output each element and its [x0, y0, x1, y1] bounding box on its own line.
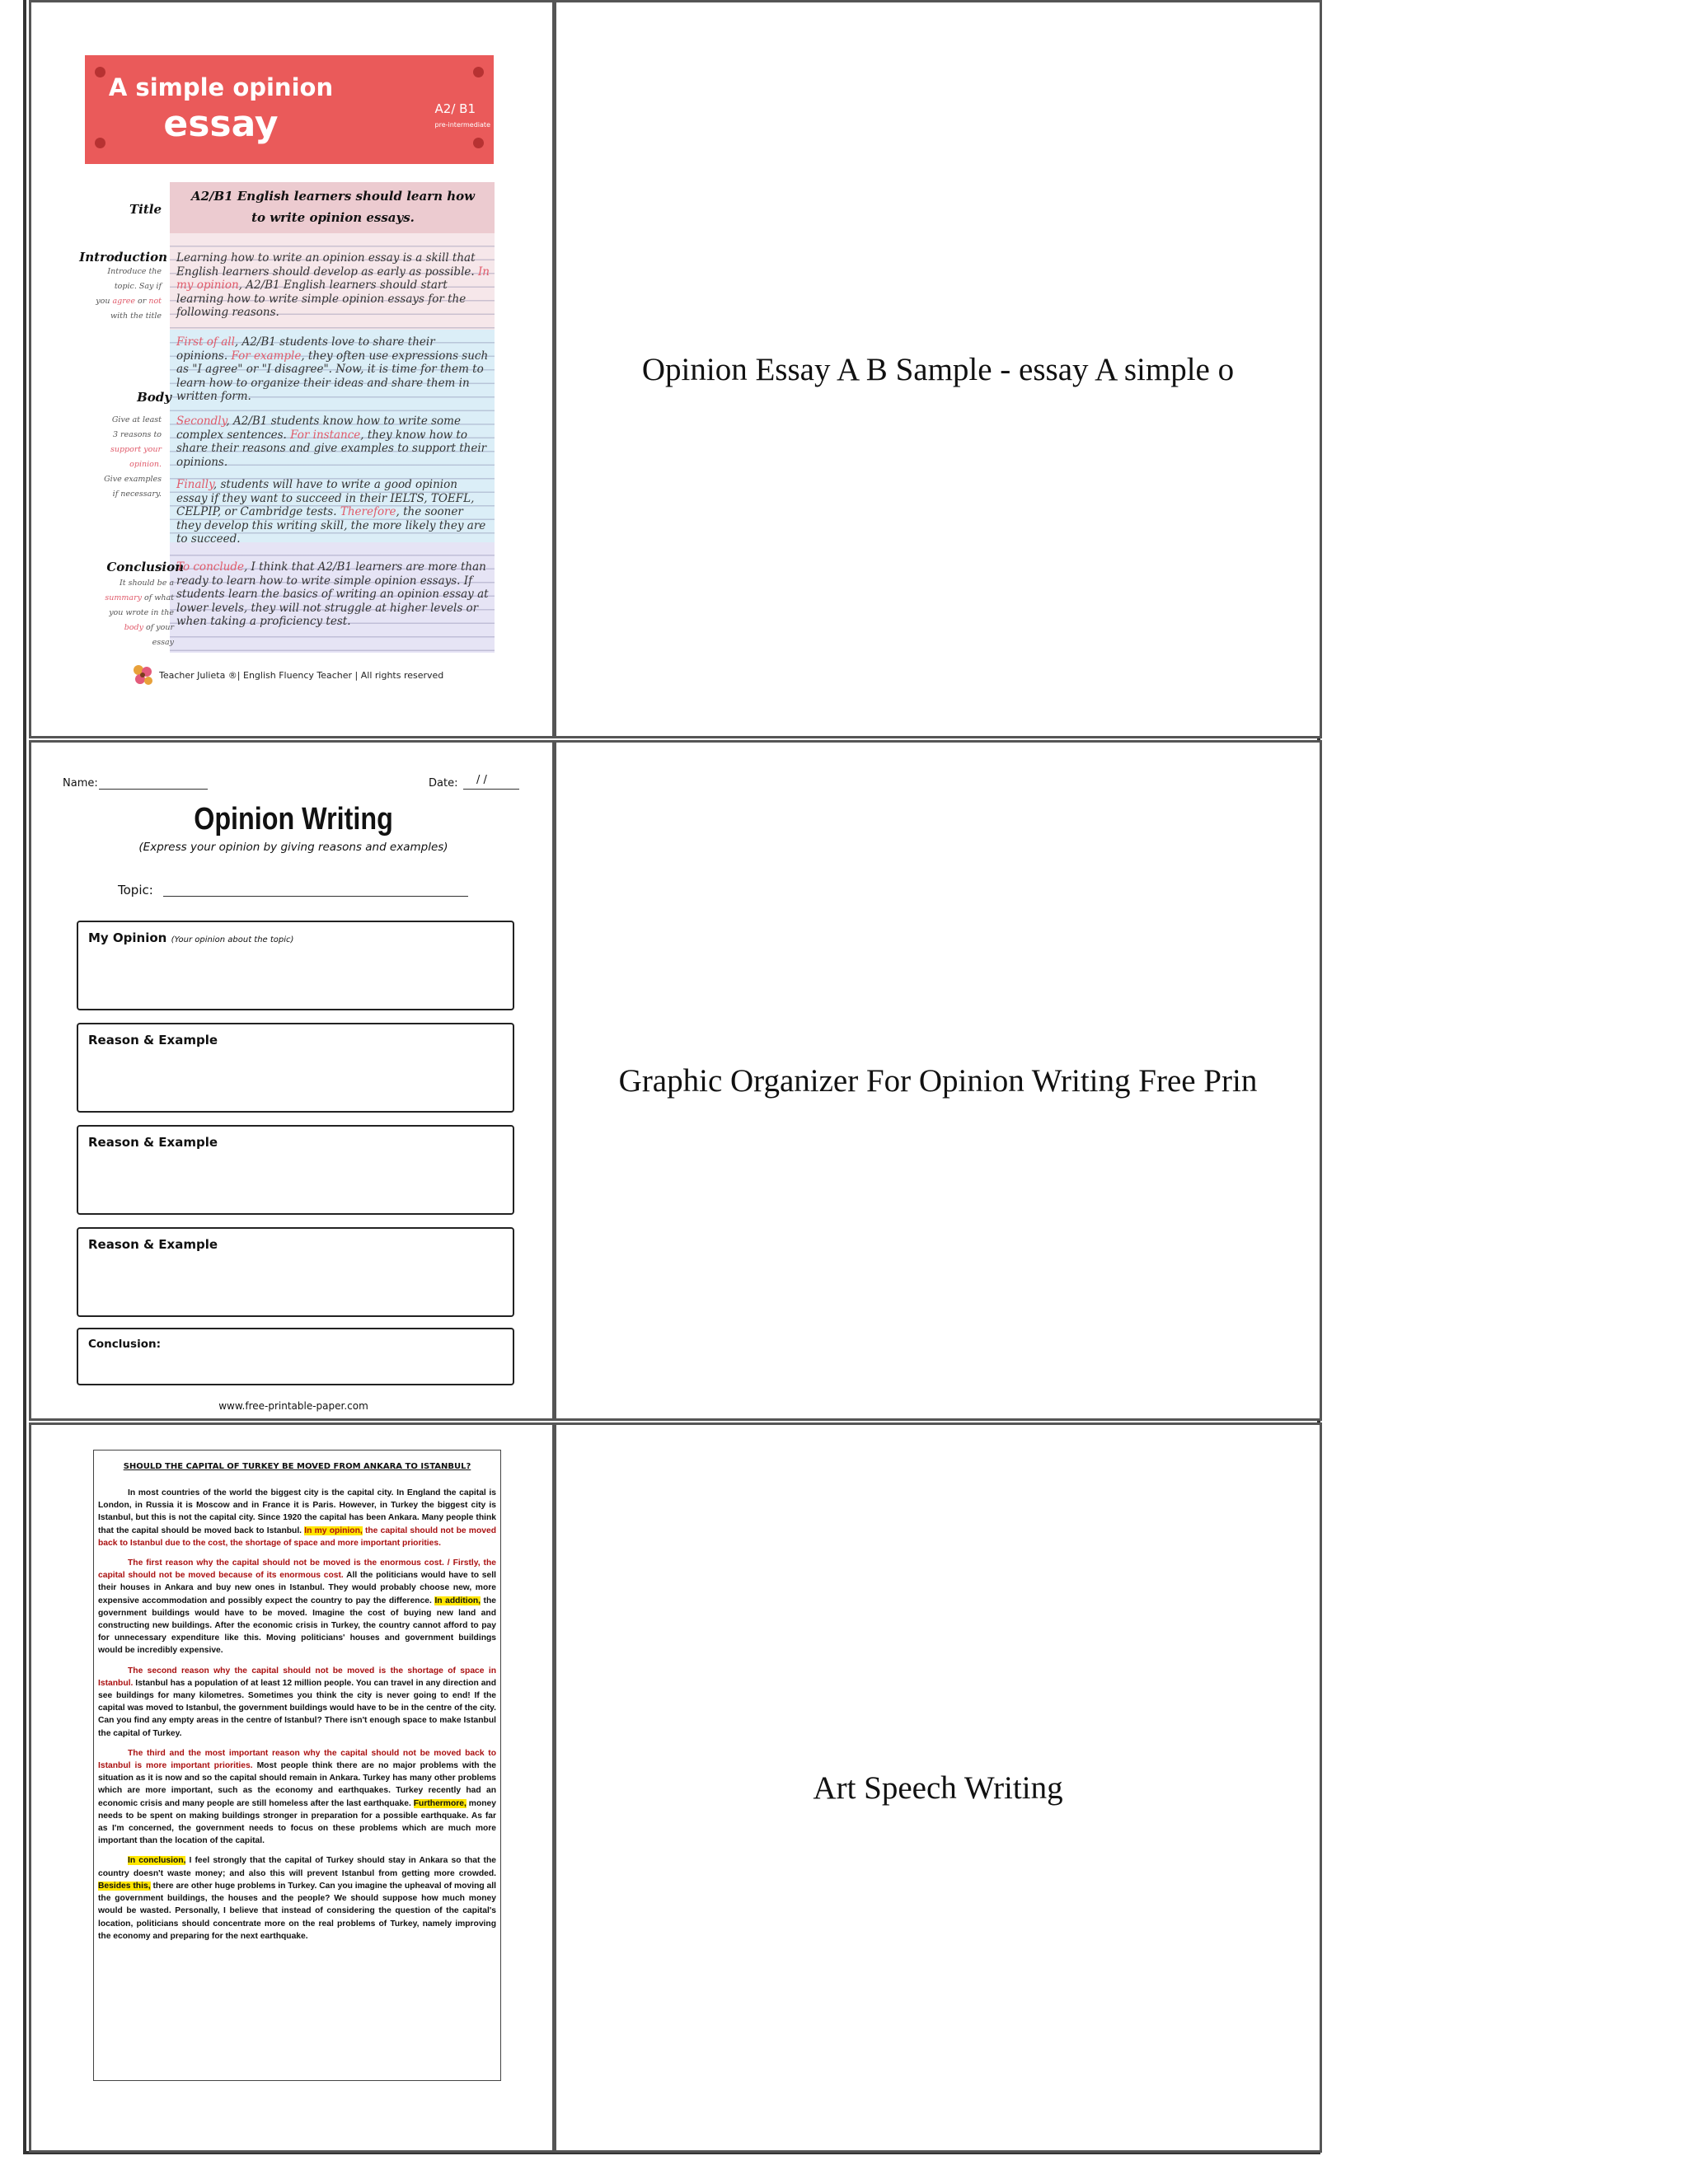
article-text: Istanbul has a population of at least 12 million people. You can travel in any direction and see buildings for many kilometres. Sometimes you think the city is never going to end! If the capital was moved to Istanbul, the government buildings would have to be in the centre of the city. Can you find any empty areas in the centre of Istanbul? There isn't enough space to make Istanbul the capital of Turkey. [98, 1678, 496, 1738]
hint-line: Give at least [111, 415, 162, 424]
opinion-hint: (Your opinion about the topic) [171, 935, 294, 944]
hint-line [48, 591, 174, 606]
opinion-label: My Opinion [88, 930, 167, 945]
article-highlight: Besides this, [98, 1881, 151, 1891]
result-thumbnail-2[interactable] [29, 740, 555, 1421]
conclusion-label: Conclusion [106, 560, 184, 574]
essay-banner [85, 55, 494, 164]
organizer-site-url: www.free-printable-paper.com [218, 1400, 368, 1412]
reason-label: Reason & Example [88, 1033, 218, 1047]
conclusion-box[interactable] [77, 1328, 514, 1385]
banner-dot [473, 67, 484, 77]
article-text: there are other huge problems in Turkey. Can you imagine the upheaval of moving all the government buildings, the houses and the people? We should suppose how much money would be wasted. Personally, I believe that instead of considering the question of the capital's location, politicians should concentrate more on the real problems of Turkey, namely improving the economy and preparing for the next earthquake. [98, 1881, 497, 1941]
para-text: Therefore [340, 505, 396, 518]
result-caption-1[interactable]: Opinion Essay A B Sample - essay A simple o [641, 351, 1235, 387]
intro-paragraph [176, 251, 490, 320]
reason-box-3[interactable] [77, 1227, 514, 1317]
article-text: The second reason why the capital should not be moved is the shortage of space in Istanbul. [98, 1666, 496, 1688]
article-heading: SHOULD THE CAPITAL OF TURKEY BE MOVED FROM ANKARA TO ISTANBUL? [123, 1462, 471, 1471]
hint-line [48, 621, 174, 635]
para-text: , the sooner they develop this writing skill, the more likely they are to succeed. [176, 505, 486, 546]
para-text: In my opinion [176, 265, 490, 292]
hint-text: of what [141, 593, 174, 602]
result-thumbnail-3[interactable] [29, 1422, 555, 2153]
body-label: Body [137, 390, 171, 405]
reason-box-1[interactable] [77, 1023, 514, 1113]
banner-title-line1: A simple opinion [108, 73, 334, 101]
topic-label: Topic: [118, 883, 153, 898]
hint-text: body [124, 623, 143, 632]
essay-page [93, 1450, 501, 2081]
intro-hint [48, 265, 162, 324]
article-text: The third and the most important reason why the capital should not be moved back to Istanbul is more important priorities. [98, 1748, 496, 1771]
para-text: , they know how to share their reasons and give examples to support their opinions. [176, 428, 487, 469]
opinion-box[interactable] [77, 921, 514, 1010]
para-text: Secondly [176, 415, 227, 428]
article-text: the government buildings would have to be moved. Imagine the cost of buying new land and constructing new buildings. After the economic crisis in Turkey, the country cannot afford to pay for unnecessary expenditure like this. Moving politicians' houses and government buildings would be incredibly expensive. [98, 1596, 496, 1656]
hint-text: not [148, 297, 162, 306]
hint-text: or [135, 297, 149, 306]
article-highlight: In my opinion, [304, 1526, 363, 1535]
hint-line: with the title [110, 312, 162, 321]
para-text: , I think that A2/B1 learners are more than ready to learn how to write simple opinion essays. If students learn the basics of writing an opinion essay at lower levels, they will not struggle at higher levels or when taking a proficiency test. [176, 560, 489, 628]
hint-line: 3 reasons to [112, 430, 162, 439]
article-paragraph [98, 1557, 496, 1657]
name-label: Name: [63, 777, 98, 790]
article-highlight: In addition, [434, 1596, 481, 1605]
para-text: , they often use expressions such as "I agree" or "I disagree". Now, it is time for them to learn how to organize their ideas and share them in written form. [176, 349, 489, 403]
article-paragraph [98, 1487, 496, 1549]
conclusion-hint [48, 576, 174, 650]
para-text: For example [231, 349, 302, 363]
result-caption-cell-3[interactable] [554, 1422, 1322, 2153]
flower-logo-icon [129, 662, 157, 690]
hint-line: Give examples [104, 475, 162, 484]
result-thumbnail-1[interactable] [29, 0, 555, 738]
hint-text: agree [112, 297, 136, 306]
article-text: All the politicians would have to sell their houses in Ankara and buy new ones in Istanbul. They would probably choose new, more expensive accommodation and possibly expect the country to pay the difference. [98, 1571, 496, 1605]
result-caption-2[interactable]: Graphic Organizer For Opinion Writing Free Prin [618, 1062, 1258, 1099]
conclusion-paragraph [176, 560, 490, 629]
para-text: To conclude [176, 560, 244, 574]
article-paragraph [98, 1854, 496, 1942]
article-highlight: In conclusion, [128, 1856, 186, 1866]
article-paragraph [98, 1747, 496, 1848]
body-hint [48, 413, 162, 502]
essay-footer: Teacher Julieta ®| English Fluency Teacher | All rights reserved [159, 670, 444, 681]
article-text: The first reason why the capital should not be moved is the enormous cost. / Firstly, the capital should not be moved because of its enormous cost. [98, 1558, 496, 1581]
article-text: In most countries of the world the biggest city is the capital city. In England the capital is London, in Russia it is Moscow and in France it is Paris. However, in Turkey the biggest city is Istanbul, but this is not the capital city. Since 1920 the capital has been Ankara. Many people think that the capital should be moved back to Istanbul. [98, 1488, 496, 1535]
result-caption-cell-1[interactable] [554, 0, 1322, 738]
date-line [463, 789, 519, 790]
hint-line: if necessary. [112, 490, 162, 499]
reason-label: Reason & Example [88, 1237, 218, 1252]
article-text: the capital should not be moved back to Istanbul due to the cost, the shortage of space and more important priorities. [98, 1526, 496, 1548]
essay-title-line1: A2/B1 English learners should learn how [190, 189, 476, 204]
essay-title [176, 185, 490, 228]
title-section-label: Title [129, 202, 162, 217]
name-line [99, 789, 208, 790]
date-label: Date: [429, 777, 458, 790]
para-text: , A2/B1 English learners should start learning how to write simple opinion essays for the following reasons. [176, 279, 467, 319]
para-text: For instance [290, 428, 361, 442]
para-text: Learning how to write an opinion essay is a skill that English learners should develop as early as possible. [176, 251, 478, 279]
para-text: , A2/B1 students know how to write some complex sentences. [176, 415, 461, 442]
hint-text: of your [143, 623, 174, 632]
para-text: , students will have to write a good opinion essay if they want to succeed in their IELTS, TOEFL, CELPIP, or Cambridge tests. [176, 478, 475, 518]
hint-line [48, 294, 162, 309]
hint-text: summary [105, 593, 142, 602]
hint-line: It should be a [120, 579, 174, 588]
article-text: Most people think there are no major problems with the situation as it is now and so the capital should remain in Ankara. Turkey has many other problems which are more important, such as the economy and earthquakes. Turkey recently had an economic crisis and many people are still homeless after the last earthquake. [98, 1761, 496, 1808]
conclusion-box-label: Conclusion: [88, 1338, 161, 1351]
hint-line: support your [110, 445, 162, 454]
banner-title-line2: essay [163, 103, 279, 145]
article-body [98, 1487, 496, 1950]
level-label: A2/ B1 [434, 101, 476, 116]
hint-line: topic. Say if [114, 282, 162, 291]
organizer-subtitle: (Express your opinion by giving reasons and examples) [138, 841, 448, 854]
level-sub-label: pre-intermediate [434, 121, 490, 129]
body-paragraph-3 [176, 478, 490, 546]
article-paragraph [98, 1665, 496, 1740]
organizer-title: Opinion Writing [194, 802, 393, 837]
para-text: First of all [176, 335, 235, 349]
article-highlight: Furthermore, [413, 1798, 467, 1808]
hint-line: opinion. [129, 460, 162, 469]
article-text: money needs to be spent on making buildings stronger in preparation for a possible earthquake. As far as I'm concerned, the government needs to focus on these problems which are much more important than the location of the capital. [98, 1798, 496, 1846]
hint-line: essay [152, 638, 174, 647]
image-results-grid [23, 0, 1320, 2154]
hint-line: you wrote in the [109, 608, 174, 617]
result-caption-cell-2[interactable] [554, 740, 1322, 1421]
article-text: I feel strongly that the capital of Turkey should stay in Ankara so that the country doesn't waste money; and also this will prevent Istanbul from getting more crowded. [98, 1856, 496, 1878]
date-slashes: / / [476, 774, 487, 786]
opinion-box-title [88, 930, 293, 945]
hint-text: you [96, 297, 113, 306]
para-text: Finally [176, 478, 213, 491]
reason-label: Reason & Example [88, 1135, 218, 1150]
banner-dot [473, 138, 484, 148]
reason-box-2[interactable] [77, 1125, 514, 1215]
body-paragraph-1 [176, 335, 490, 404]
result-caption-3[interactable]: Art Speech Writing [813, 1769, 1063, 1806]
body-paragraph-2 [176, 415, 490, 469]
hint-line: Introduce the [107, 267, 162, 276]
para-text: , A2/B1 students love to share their opinions. [176, 335, 435, 363]
essay-title-line2: to write opinion essays. [251, 210, 415, 225]
intro-label: Introduction [79, 250, 167, 265]
topic-line [163, 896, 468, 897]
